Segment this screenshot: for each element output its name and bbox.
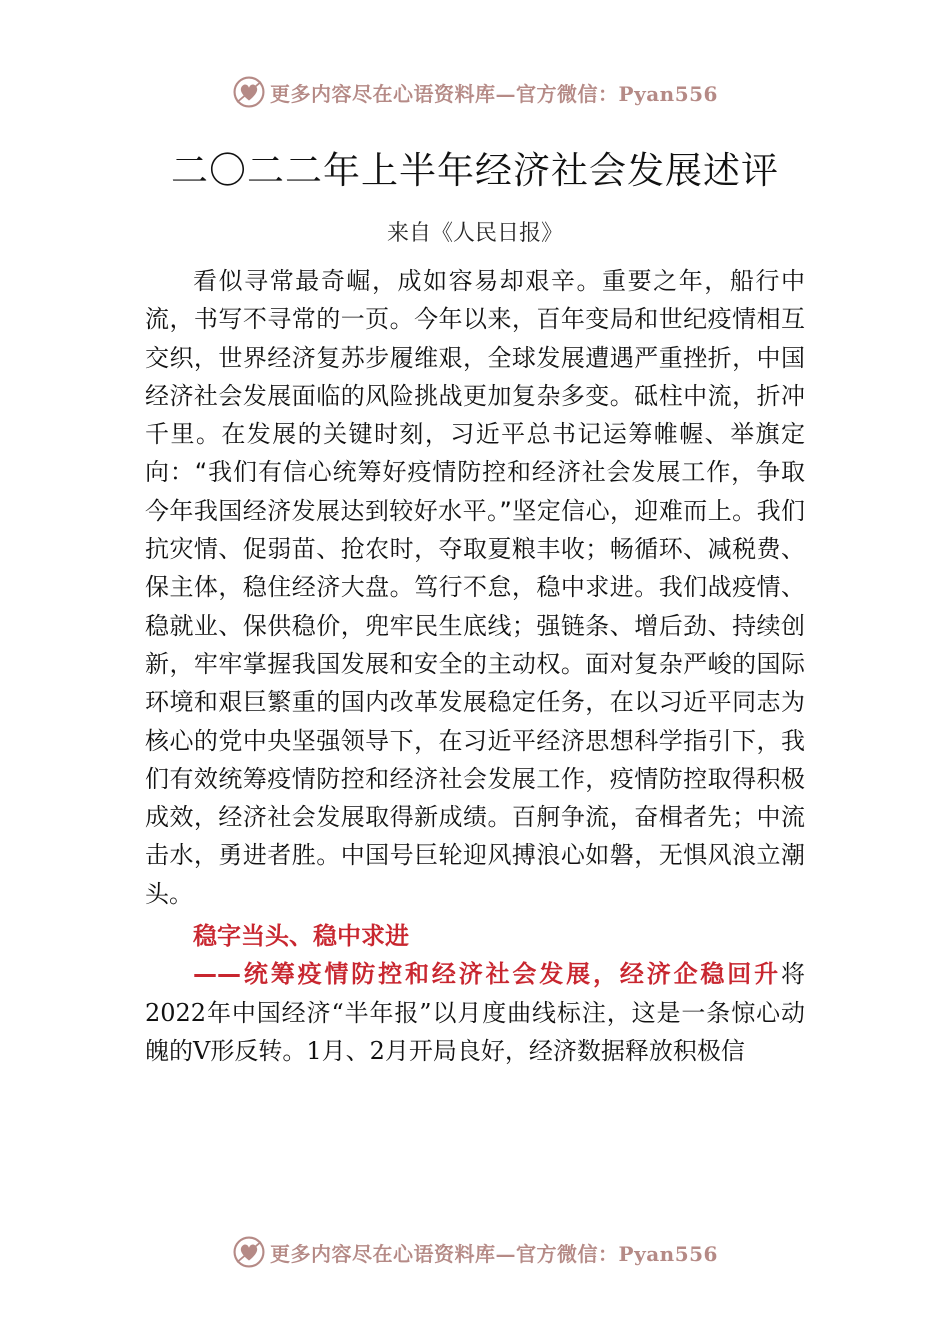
document-source: 来自《人民日报》: [386, 221, 563, 246]
paragraph-section: [145, 955, 805, 1070]
heart-seal-icon: [232, 75, 266, 109]
footer-banner: [0, 1232, 950, 1272]
section-heading: 稳字当头、稳中求进: [193, 922, 409, 951]
document-title: 二〇二二年上半年经济社会发展述评: [171, 149, 779, 192]
banner-text: 更多内容尽在心语资料库—官方微信：Pyan556: [270, 1241, 718, 1266]
heart-seal-icon: [232, 1235, 266, 1269]
document-body: [145, 262, 805, 1070]
paragraph-section-text: 将2022年中国经济“半年报”以月度曲线标注，这是一条惊心动魄的V形反转。1月、2月开局良好，经济数据释放积极信: [145, 960, 805, 1065]
paragraph-intro: 看似寻常最奇崛，成如容易却艰辛。重要之年，船行中流，书写不寻常的一页。今年以来，百年变局和世纪疫情相互交织，世界经济复苏步履维艰，全球发展遭遇严重挫折，中国经济社会发展面临的风险挑战更加复杂多变。砥柱中流，折冲千里。在发展的关键时刻，习近平总书记运筹帷幄、举旗定向：“我们有信心统筹好疫情防控和经济社会发展工作，争取今年我国经济发展达到较好水平。”坚定信心，迎难而上。我们抗灾情、促弱苗、抢农时，夺取夏粮丰收；畅循环、减税费、保主体，稳住经济大盘。笃行不怠，稳中求进。我们战疫情、稳就业、保供稳价，兜牢民生底线；强链条、增后劲、持续创新，牢牢掌握我国发展和安全的主动权。面对复杂严峻的国际环境和艰巨繁重的国内改革发展稳定任务，在以习近平同志为核心的党中央坚强领导下，在习近平经济思想科学指引下，我们有效统筹疫情防控和经济社会发展工作，疫情防控取得积极成效，经济社会发展取得新成绩。百舸争流，奋楫者先；中流击水，勇进者胜。中国号巨轮迎风搏浪心如磐，无惧风浪立潮头。: [145, 267, 805, 908]
section-subheading: ——统筹疫情防控和经济社会发展，经济企稳回升: [193, 960, 781, 989]
banner-text: 更多内容尽在心语资料库—官方微信：Pyan556: [270, 81, 718, 106]
header-banner: [0, 72, 950, 112]
